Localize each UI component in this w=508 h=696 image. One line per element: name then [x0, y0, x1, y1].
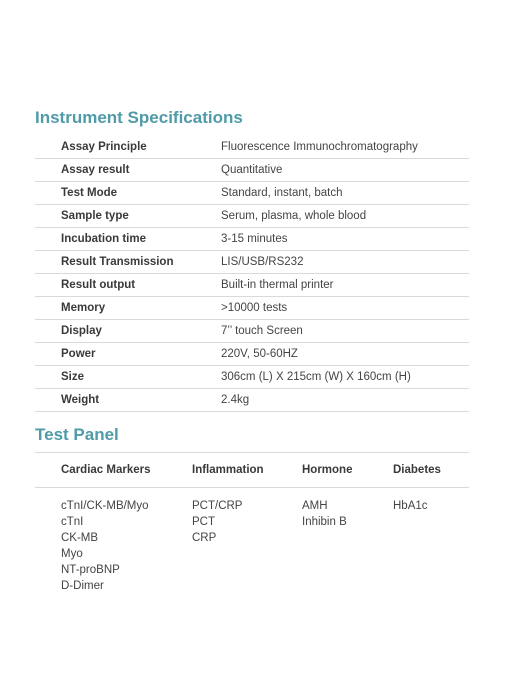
column-header-inflammation: Inflammation: [192, 464, 264, 476]
spec-row: [35, 159, 469, 182]
spec-row: [35, 136, 469, 159]
spec-label: Sample type: [61, 210, 129, 222]
spec-row: [35, 251, 469, 274]
list-item: CRP: [192, 532, 217, 544]
list-item: cTnI: [61, 516, 84, 528]
spec-row: [35, 366, 469, 389]
list-item: Inhibin B: [302, 516, 347, 528]
spec-row: [35, 343, 469, 366]
spec-label: Result Transmission: [61, 256, 174, 268]
spec-row: [35, 320, 469, 343]
spec-value: Quantitative: [221, 164, 283, 176]
spec-value: 220V, 50-60HZ: [221, 348, 298, 360]
spec-label: Memory: [61, 302, 106, 314]
spec-label: Test Mode: [61, 187, 118, 199]
spec-value: Serum, plasma, whole blood: [221, 210, 367, 222]
test-panel-header: [35, 453, 469, 488]
list-item: CK-MB: [61, 532, 99, 544]
spec-label: Result output: [61, 279, 136, 291]
test-panel-body: [35, 488, 469, 594]
inflammation-list: [192, 498, 302, 594]
spec-row: [35, 228, 469, 251]
spec-value: 3-15 minutes: [221, 233, 288, 245]
spec-row: [35, 274, 469, 297]
column-header-hormone: Hormone: [302, 464, 353, 476]
spec-value: Standard, instant, batch: [221, 187, 343, 199]
list-item: HbA1c: [393, 500, 428, 512]
spec-row: [35, 205, 469, 228]
specifications-title: Instrument Specifications: [35, 108, 243, 127]
hormone-list: [302, 498, 393, 594]
cardiac-markers-list: [35, 498, 192, 594]
test-panel-title: Test Panel: [35, 425, 119, 444]
test-panel-table: [35, 452, 469, 594]
spec-value: 306cm (L) X 215cm (W) X 160cm (H): [221, 371, 411, 383]
spec-label: Display: [61, 325, 102, 337]
spec-label: Assay Principle: [61, 141, 147, 153]
spec-label: Incubation time: [61, 233, 146, 245]
spec-row: [35, 182, 469, 205]
spec-label: Power: [61, 348, 96, 360]
list-item: cTnI/CK-MB/Myo: [61, 500, 149, 512]
diabetes-list: [393, 498, 469, 594]
spec-value: Fluorescence Immunochromatography: [221, 141, 418, 153]
spec-label: Weight: [61, 394, 100, 406]
column-header-diabetes: Diabetes: [393, 464, 441, 476]
spec-value: 2.4kg: [221, 394, 250, 406]
column-header-cardiac-markers: Cardiac Markers: [61, 464, 151, 476]
spec-label: Assay result: [61, 164, 130, 176]
list-item: PCT/CRP: [192, 500, 243, 512]
spec-row: [35, 297, 469, 320]
list-item: Myo: [61, 548, 83, 560]
spec-value: Built-in thermal printer: [221, 279, 334, 291]
spec-label: Size: [61, 371, 85, 383]
spec-row: [35, 389, 469, 412]
list-item: AMH: [302, 500, 328, 512]
spec-value: 7’’ touch Screen: [221, 325, 303, 337]
spec-value: LIS/USB/RS232: [221, 256, 304, 268]
specifications-table: [35, 136, 469, 412]
list-item: D-Dimer: [61, 580, 104, 592]
list-item: NT-proBNP: [61, 564, 120, 576]
list-item: PCT: [192, 516, 215, 528]
spec-value: >10000 tests: [221, 302, 288, 314]
